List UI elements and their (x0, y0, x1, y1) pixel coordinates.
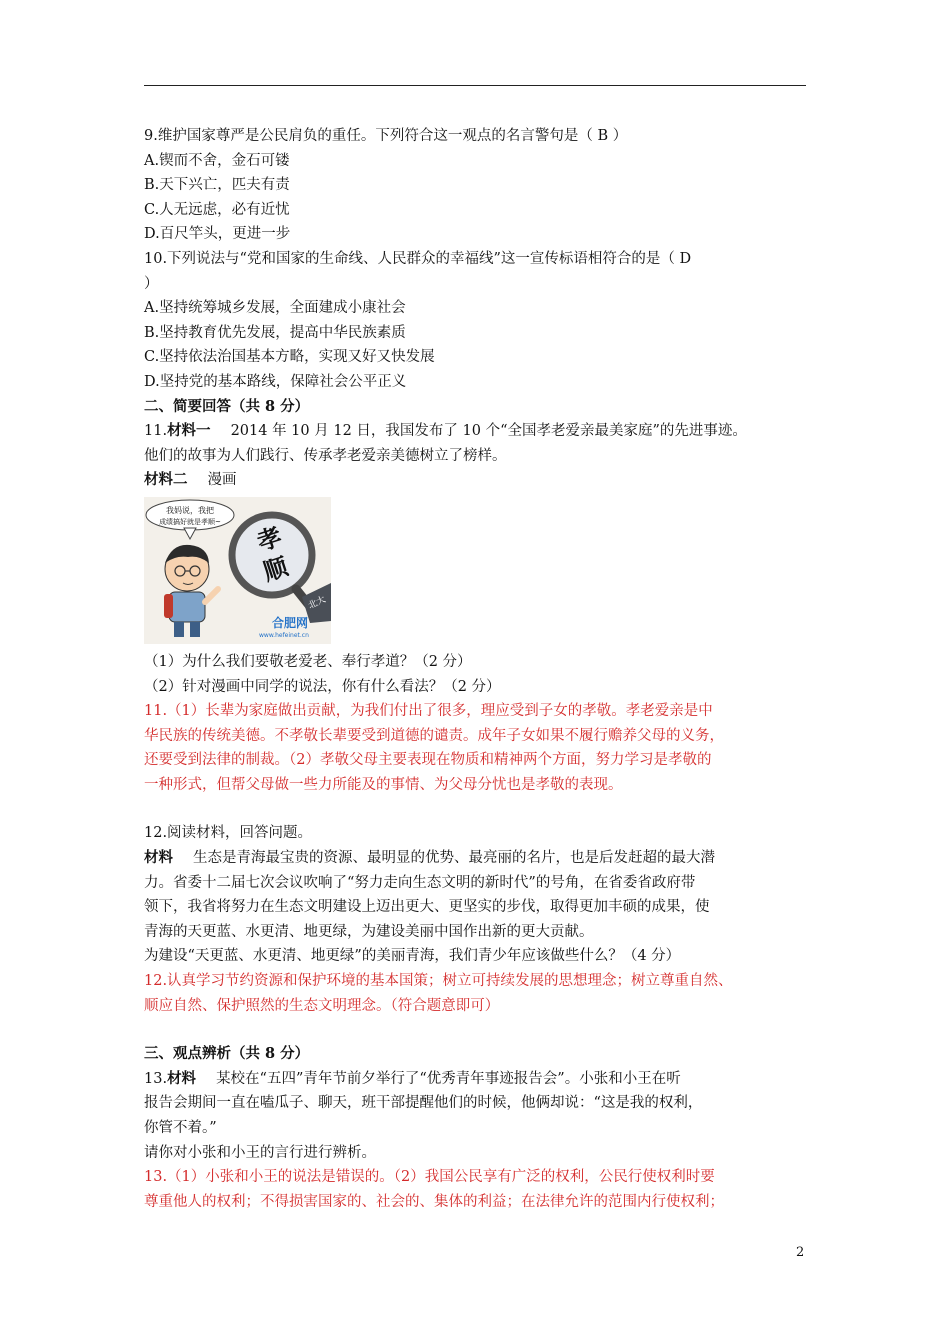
q13-material (144, 1067, 814, 1092)
q13-material-label: 材料 (167, 1069, 197, 1087)
sleeve-label: 北大 (306, 594, 328, 612)
q11-answer-line-1: 11.（1）长辈为家庭做出贡献，为我们付出了很多，理应受到子女的孝敬。孝老爱亲是中 (144, 703, 713, 720)
filial-piety-cartoon (144, 497, 331, 644)
q12-answer-line-1: 12.认真学习节约资源和保护环境的基本国策；树立可持续发展的思想理念；树立尊重自然、 (144, 973, 733, 990)
q11-material2-label: 材料二 (144, 471, 188, 489)
q11-material1-text: 2014 年 10 月 12 日，我国发布了 10 个“全国孝老爱亲最美家庭”的先进事迹。 (230, 423, 747, 440)
q11-sub1: （1）为什么我们要敬老爱老、奉行孝道？（2 分） (144, 653, 472, 670)
q11-material1 (144, 419, 814, 444)
q10-stem-end: ） (144, 275, 159, 292)
q10-option-d: D.坚持党的基本路线，保障社会公平正义 (144, 373, 407, 390)
q9-option-c: C.人无远虑，必有近忧 (144, 201, 290, 218)
q10-option-c: C.坚持依法治国基本方略，实现又好又快发展 (144, 349, 435, 366)
q11-answer-line-3: 还要受到法律的制裁。（2）孝敬父母主要表现在物质和精神两个方面，努力学习是孝敬的 (144, 752, 712, 769)
q12-stem: 12.阅读材料，回答问题。 (144, 825, 313, 842)
q11-material1-label: 材料一 (167, 422, 211, 440)
q10-option-a: A.坚持统筹城乡发展，全面建成小康社会 (144, 300, 406, 317)
q13-material-line-3: 你管不着。” (144, 1120, 217, 1136)
q12-material-line-4: 青海的天更蓝、水更清、地更绿，为建设美丽中国作出新的更大贡献。 (144, 923, 594, 940)
q10-option-b: B.坚持教育优先发展，提高中华民族素质 (144, 324, 406, 341)
q11-material2 (144, 468, 814, 493)
q11-material2-text: 漫画 (207, 472, 237, 489)
glass-char-2: 顺 (259, 552, 292, 587)
q12-question: 为建设“天更蓝、水更清、地更绿”的美丽青海，我们青少年应该做些什么？（4 分） (144, 948, 681, 965)
q12-material-line-2: 力。省委十二届七次会议吹响了“努力走向生态文明的新时代”的号角，在省委省政府带 (144, 874, 696, 891)
page-number: 2 (796, 1245, 805, 1260)
q12-material-label: 材料 (144, 849, 173, 867)
document-body (144, 124, 814, 1214)
q9-stem: 9.维护国家尊严是公民肩负的重任。下列符合这一观点的名言警句是（ B ） (144, 128, 628, 144)
q9-option-d: D.百尺竿头，更进一步 (144, 226, 291, 243)
q11-material1-line2: 他们的故事为人们践行、传承孝老爱亲美德树立了榜样。 (144, 447, 507, 464)
q11-answer-line-4: 一种形式，但帮父母做一些力所能及的事情、为父母分忧也是孝敬的表现。 (144, 776, 623, 793)
q12-answer-line-2: 顺应自然、保护照然的生态文明理念。（符合题意即可） (144, 997, 500, 1014)
q13-material-line-2: 报告会期间一直在嗑瓜子、聊天，班干部提醒他们的时候，他俩却说：“这是我的权利， (144, 1095, 703, 1112)
cartoon-logo: 合肥网 (272, 615, 309, 630)
q13-answer-line-2: 尊重他人的权利；不得损害国家的、社会的、集体的利益；在法律允许的范围内行使权利； (144, 1193, 724, 1210)
q11-sub2: （2）针对漫画中同学的说法，你有什么看法？（2 分） (144, 678, 501, 695)
header-rule (144, 85, 806, 86)
q13-question: 请你对小张和小王的言行进行辨析。 (144, 1144, 376, 1161)
q12-material-line-3: 领下，我省将努力在生态文明建设上迈出更大、更坚实的步伐，取得更加丰硕的成果，使 (144, 899, 710, 916)
q13-answer-line-1: 13.（1）小张和小王的说法是错误的。（2）我国公民享有广泛的权利，公民行使权利时要 (144, 1169, 715, 1186)
q9-option-a: A.锲而不舍，金石可镂 (144, 152, 290, 169)
q10-stem: 10.下列说法与“党和国家的生命线、人民群众的幸福线”这一宣传标语相符合的是（ D (144, 250, 692, 267)
q12-material-line-1: 生态是青海最宝贵的资源、最明显的优势、最亮丽的名片，也是后发赶超的最大潜 (193, 850, 715, 867)
cartoon-logo-url: www.hefeinet.cn (259, 631, 309, 639)
q12-material (144, 846, 814, 871)
q13-number: 13. (144, 1070, 168, 1087)
bubble-line-2: 成绩搞好就是孝顺~ (159, 517, 221, 526)
q11-number: 11. (144, 423, 168, 440)
q9-option-b: B.天下兴亡，匹夫有责 (144, 177, 290, 194)
section3-title: 三、观点辨析（共 8 分） (144, 1045, 310, 1063)
section2-title: 二、简要回答（共 8 分） (144, 397, 310, 415)
bubble-line-1: 我妈说，我把 (166, 505, 214, 515)
q13-material-line-1: 某校在“五四”青年节前夕举行了“优秀青年事迹报告会”。小张和小王在听 (216, 1070, 681, 1087)
glass-char-1: 孝 (253, 522, 286, 557)
q11-answer-line-2: 华民族的传统美德。不孝敬长辈要受到道德的谴责。成年子女如果不履行赡养父母的义务， (144, 727, 724, 744)
